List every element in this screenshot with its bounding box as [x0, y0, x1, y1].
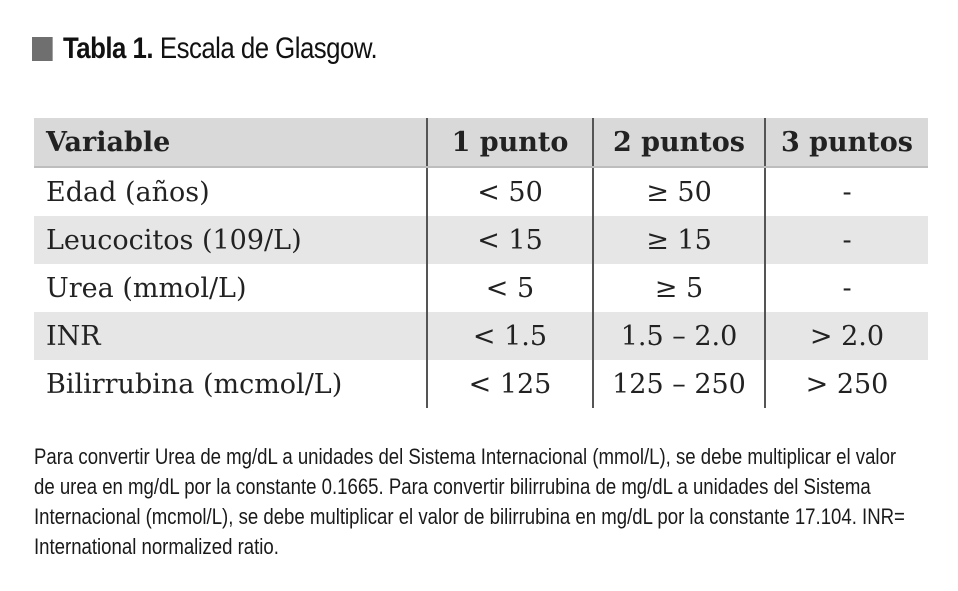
square-bullet-icon: [32, 37, 53, 61]
table-row: [34, 216, 928, 264]
row-2-puntos: ≥ 15: [593, 216, 765, 264]
row-1-punto: < 50: [427, 167, 593, 216]
row-2-puntos: ≥ 5: [593, 264, 765, 312]
row-1-punto: < 1.5: [427, 312, 593, 360]
row-2-puntos: 125 – 250: [593, 360, 765, 408]
caption-label: Tabla 1.: [62, 32, 153, 65]
row-variable: Urea (mmol/L): [34, 264, 427, 312]
row-3-puntos: > 250: [765, 360, 928, 408]
table-caption: [32, 32, 377, 66]
row-1-punto: < 125: [427, 360, 593, 408]
row-1-punto: < 5: [427, 264, 593, 312]
row-variable: INR: [34, 312, 427, 360]
row-variable: Leucocitos (109/L): [34, 216, 427, 264]
table-row: [34, 167, 928, 216]
header-1-punto: 1 punto: [427, 118, 593, 167]
glasgow-scale-table: [34, 118, 928, 408]
header-3-puntos: 3 puntos: [765, 118, 928, 167]
row-3-puntos: -: [765, 216, 928, 264]
row-3-puntos: -: [765, 264, 928, 312]
table-row: [34, 360, 928, 408]
row-variable: Edad (años): [34, 167, 427, 216]
caption-title: Escala de Glasgow.: [159, 32, 378, 65]
row-1-punto: < 15: [427, 216, 593, 264]
row-2-puntos: 1.5 – 2.0: [593, 312, 765, 360]
table-row: [34, 312, 928, 360]
header-variable: Variable: [34, 118, 427, 167]
table-footnote: Para convertir Urea de mg/dL a unidades del Sistema Internacional (mmol/L), se debe multiplicar el valor de urea en mg/dL por la constante 0.1665. Para convertir bilirrubina de mg/dL a unidades del Sistema Internacional (mcmol/L), se debe multiplicar el valor de bilirrubina en mg/dL por la constante 17.104. INR= International normalized ratio.: [34, 444, 905, 559]
row-3-puntos: -: [765, 167, 928, 216]
table-row: [34, 264, 928, 312]
row-variable: Bilirrubina (mcmol/L): [34, 360, 427, 408]
row-3-puntos: > 2.0: [765, 312, 928, 360]
table-header-row: [34, 118, 928, 167]
header-2-puntos: 2 puntos: [593, 118, 765, 167]
row-2-puntos: ≥ 50: [593, 167, 765, 216]
